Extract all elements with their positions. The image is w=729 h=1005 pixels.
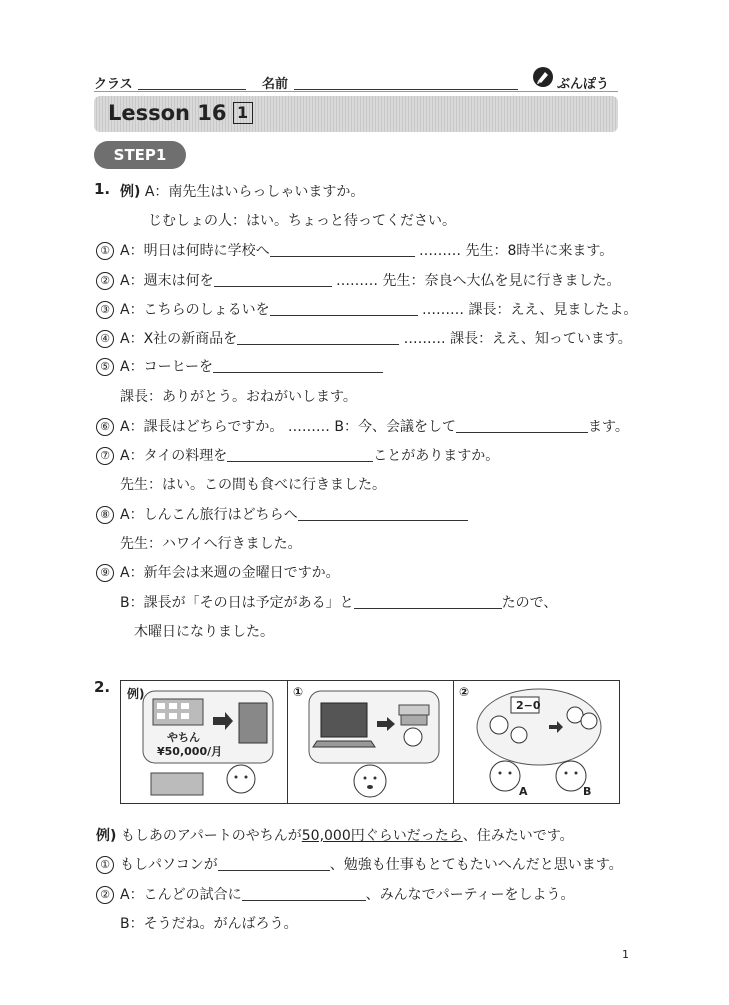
item-prompt: A：コーヒーを <box>120 359 214 375</box>
item-response: ……… 先生：8時半に来ます。 <box>419 243 614 259</box>
item-prompt: A：X社の新商品を <box>120 331 238 347</box>
answer-blank[interactable] <box>298 506 468 521</box>
person-b-label: B <box>583 785 592 798</box>
item-number: ① <box>96 856 114 874</box>
item-9-b-post: たので、 <box>501 595 558 611</box>
item-9 <box>96 562 340 582</box>
item-9-b-continued: 木曜日になりました。 <box>134 624 274 640</box>
page-number: 1 <box>622 948 629 961</box>
lesson-title <box>108 101 253 125</box>
computer-illustration <box>287 681 453 803</box>
item-prompt: A：こんどの試合に <box>120 887 242 903</box>
item-number: ⑤ <box>96 358 114 376</box>
item-number: ③ <box>96 301 114 319</box>
step-badge: STEP1 <box>94 141 186 169</box>
item-prompt: もしパソコンが <box>120 857 218 873</box>
answer-blank[interactable] <box>270 301 418 316</box>
item-number: ② <box>96 886 114 904</box>
name-label: 名前 <box>262 77 289 92</box>
item-prompt: A：明日は何時に学校へ <box>120 243 270 259</box>
section1-example-a <box>120 181 364 201</box>
item-prompt: A：課長はどちらですか。 ……… B：今、会議をして <box>120 419 456 435</box>
item-response: ……… 課長：ええ、見ましたよ。 <box>422 302 638 318</box>
answer-blank[interactable] <box>270 242 415 257</box>
item-number: ⑥ <box>96 418 114 436</box>
picture-1-label: ① <box>293 685 304 699</box>
name-field[interactable] <box>294 89 518 90</box>
item-post: 、勉強も仕事もとてもたいへんだと思います。 <box>329 857 623 873</box>
rent-amount: ¥50,000/月 <box>157 745 223 758</box>
item-number: ⑨ <box>96 564 114 582</box>
brand-label: ぶんぽう <box>557 77 610 92</box>
pencil-icon <box>532 66 554 92</box>
item-number: ⑧ <box>96 506 114 524</box>
picture-row <box>120 680 620 804</box>
item-8-reply: 先生：ハワイへ行きました。 <box>120 536 302 552</box>
section2-number: 2. <box>94 678 111 696</box>
example-prompt: もしあのアパートのやちんが <box>120 828 302 844</box>
lesson-part-box: 1 <box>233 102 253 124</box>
item-9-b <box>120 592 557 612</box>
item-6 <box>96 416 629 436</box>
section2-example <box>96 825 574 845</box>
item-5-reply: 課長：ありがとう。おねがいします。 <box>120 389 357 405</box>
item-number: ② <box>96 272 114 290</box>
section2-item-2-reply: B：そうだね。がんばろう。 <box>120 916 298 932</box>
item-post: 、みんなでパーティーをしよう。 <box>365 887 575 903</box>
item-prompt: A：新年会は来週の金曜日ですか。 <box>120 565 340 581</box>
item-4 <box>96 328 632 348</box>
apartment-illustration <box>121 681 287 803</box>
answer-blank[interactable] <box>218 856 330 871</box>
item-prompt: A：週末は何を <box>120 273 214 289</box>
item-2 <box>96 270 620 290</box>
item-5 <box>96 356 383 376</box>
answer-blank[interactable] <box>354 594 502 609</box>
item-prompt: A：こちらのしょるいを <box>120 302 270 318</box>
item-3 <box>96 299 637 319</box>
item-response: ます。 <box>587 419 629 435</box>
item-response: ……… 先生：奈良へ大仏を見に行きました。 <box>336 273 621 289</box>
answer-blank[interactable] <box>242 886 366 901</box>
answer-blank[interactable] <box>456 418 588 433</box>
header-divider <box>94 91 618 92</box>
section1-number: 1. <box>94 180 111 198</box>
item-prompt: A：しんこん旅行はどちらへ <box>120 507 298 523</box>
item-number: ⑦ <box>96 447 114 465</box>
picture-2-label: ② <box>459 685 470 699</box>
answer-blank[interactable] <box>214 272 332 287</box>
item-8 <box>96 504 468 524</box>
item-1 <box>96 240 613 260</box>
picture-2 <box>453 681 619 803</box>
item-prompt: A：タイの料理を <box>120 448 228 464</box>
item-7 <box>96 445 499 465</box>
rent-caption: やちん <box>167 731 200 744</box>
answer-blank[interactable] <box>227 447 373 462</box>
class-field[interactable] <box>138 89 246 90</box>
lesson-title-text: Lesson 16 <box>108 101 227 125</box>
example-line-a: A：南先生はいらっしゃいますか。 <box>144 184 365 200</box>
picture-example <box>121 681 288 803</box>
item-number: ④ <box>96 330 114 348</box>
example-tag: 例) <box>96 828 117 844</box>
item-7-reply: 先生：はい。この間も食べに行きました。 <box>120 477 386 493</box>
item-response: ことがありますか。 <box>373 448 500 464</box>
section1-example-b: じむしょの人：はい。ちょっと待ってください。 <box>148 213 456 229</box>
item-response: ……… 課長：ええ、知っています。 <box>403 331 632 347</box>
picture-1 <box>287 681 454 803</box>
person-a-label: A <box>519 785 528 798</box>
picture-example-label: 例) <box>127 687 145 701</box>
example-tag: 例) <box>120 184 141 200</box>
item-number: ① <box>96 242 114 260</box>
section2-item-1 <box>96 854 623 874</box>
score-label: 2−0 <box>516 699 541 712</box>
example-post: 、住みたいです。 <box>462 828 574 844</box>
item-9-b-prompt: B：課長が「その日は予定がある」と <box>120 595 354 611</box>
answer-blank[interactable] <box>237 330 399 345</box>
section2-item-2 <box>96 884 574 904</box>
answer-blank[interactable] <box>213 358 383 373</box>
class-label: クラス <box>94 77 133 92</box>
example-answer: 50,000円ぐらいだったら <box>301 828 463 844</box>
